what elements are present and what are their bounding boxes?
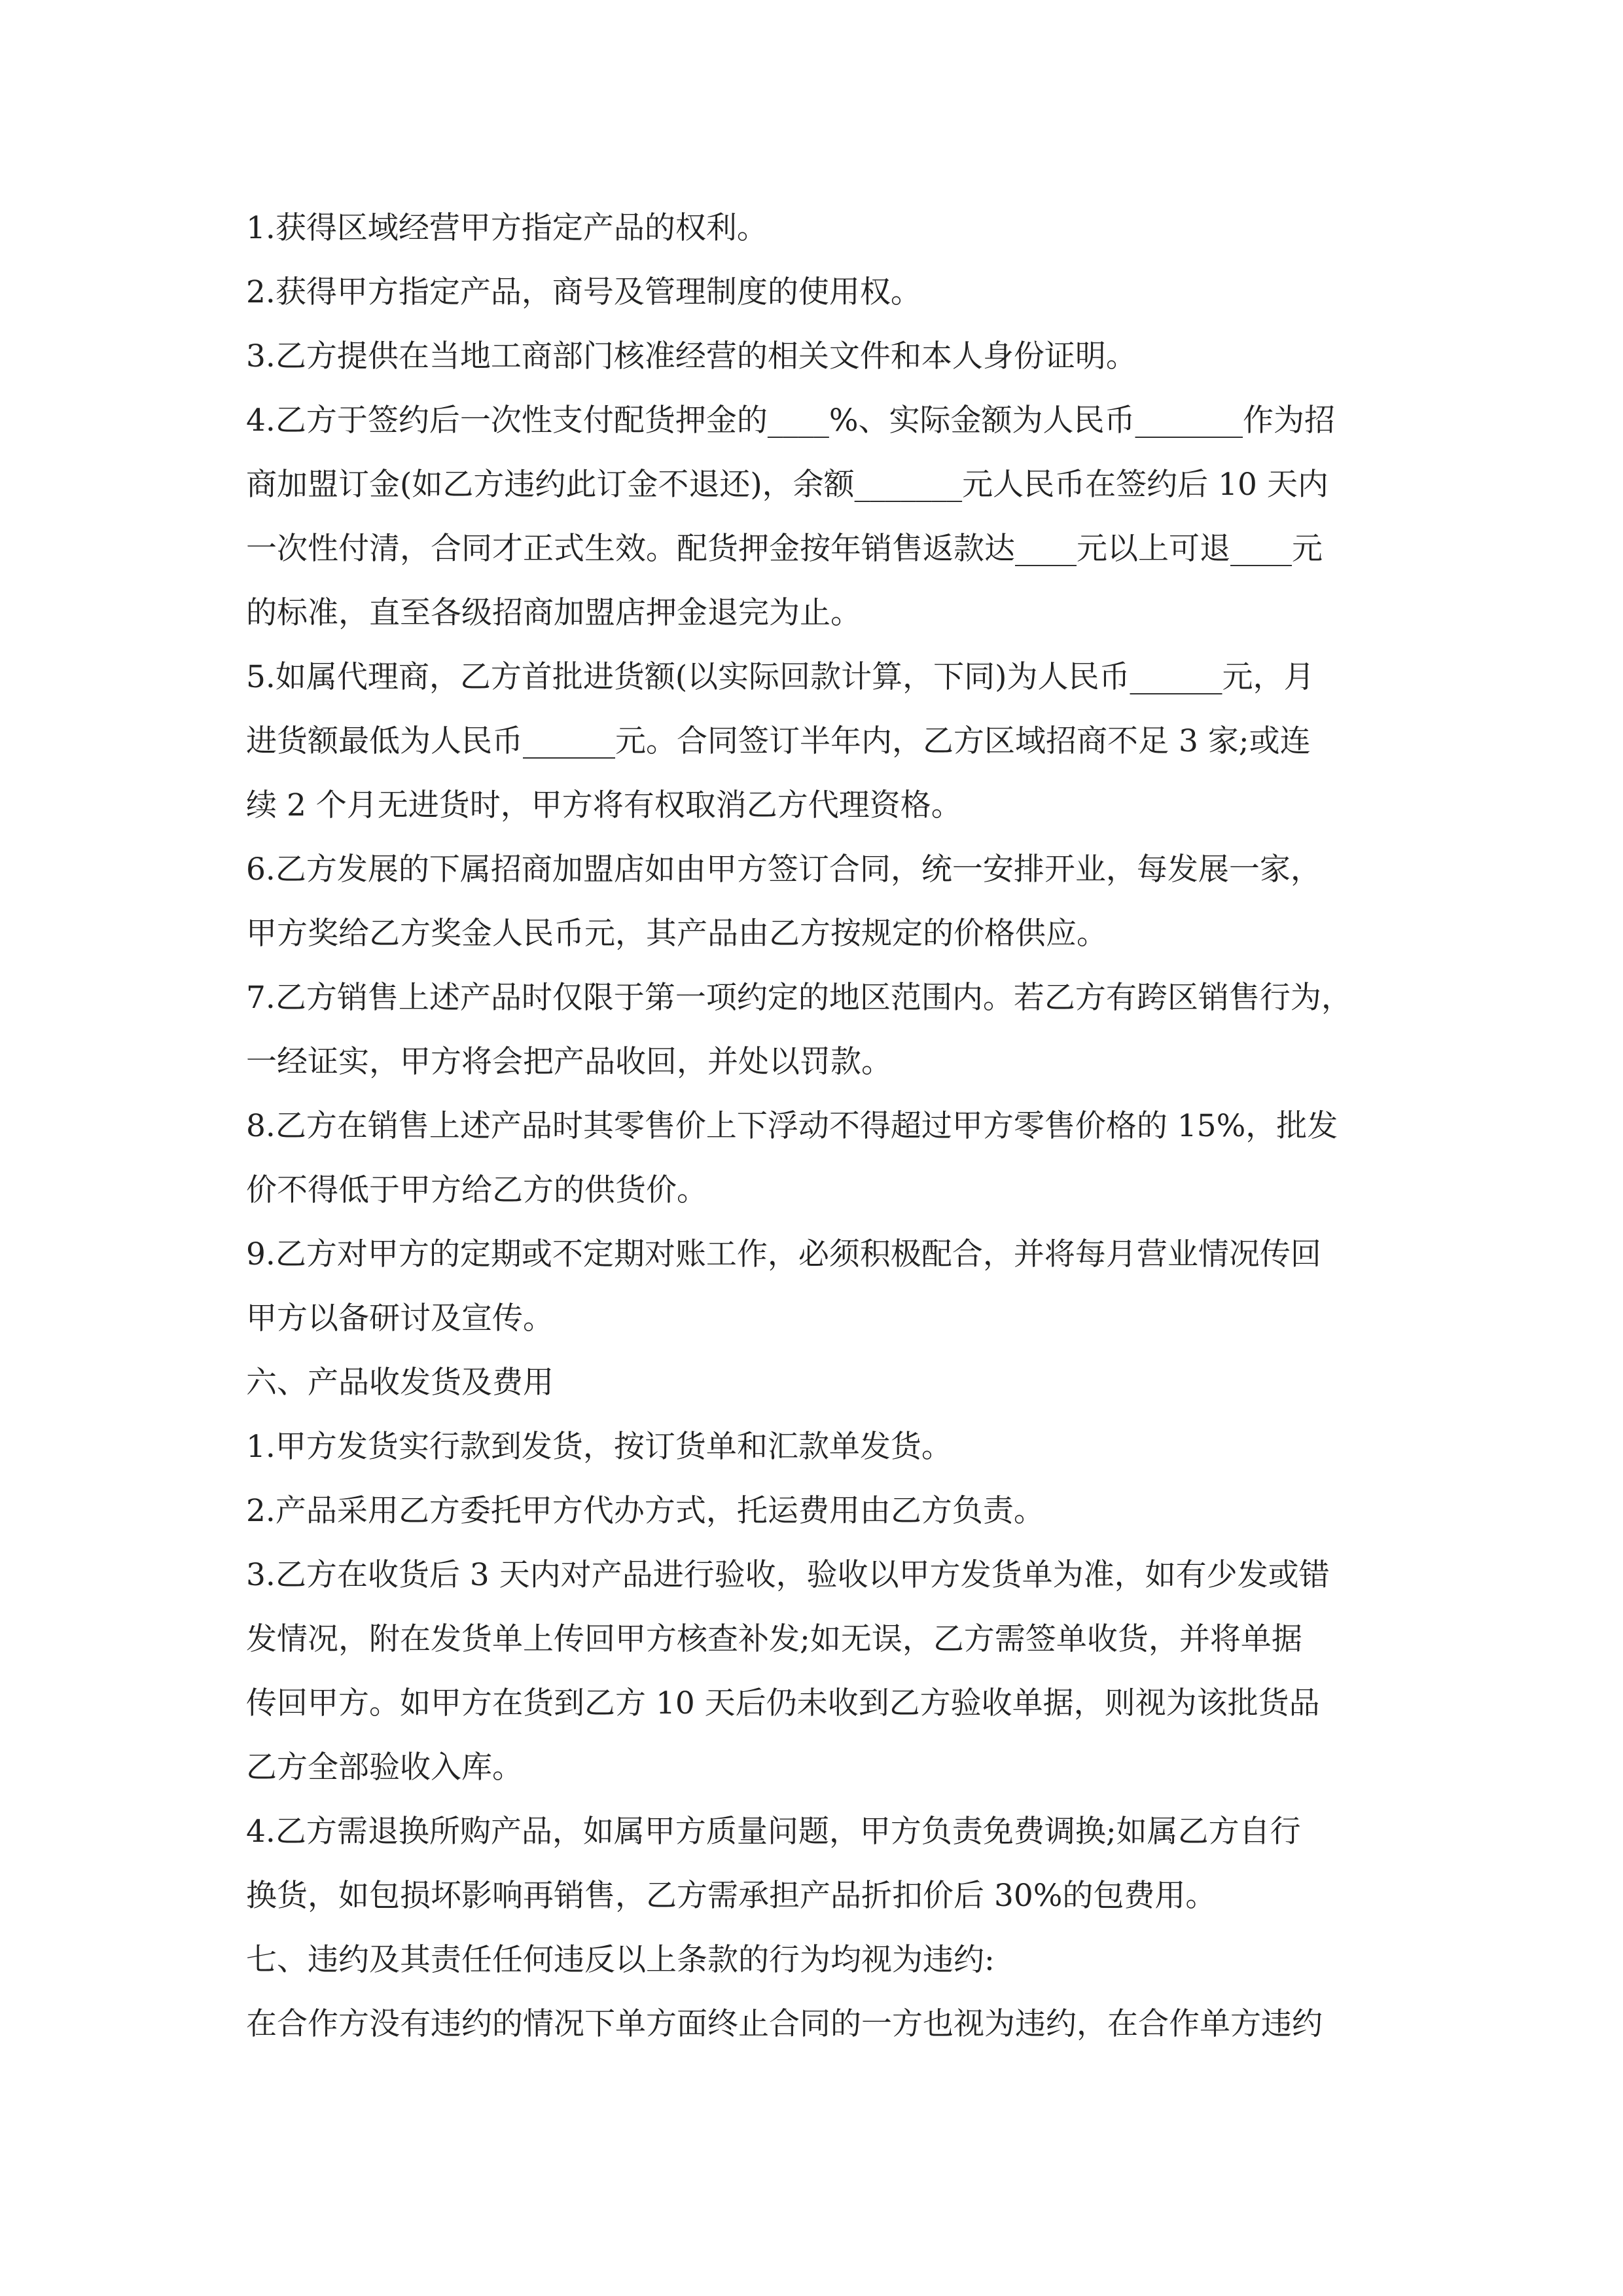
text-line-2: 2.获得甲方指定产品，商号及管理制度的使用权。 [246,274,921,310]
text-line-23: 发情况，附在发货单上传回甲方核查补发;如无误，乙方需签单收货，并将单据 [246,1621,1302,1657]
text-line-17: 9.乙方对甲方的定期或不定期对账工作，必须积极配合，并将每月营业情况传回 [246,1236,1321,1272]
text-line-21: 2.产品采用乙方委托甲方代办方式，托运费用由乙方负责。 [246,1493,1044,1529]
document-page [246,196,1385,2056]
text-line-14: 一经证实，甲方将会把产品收回，并处以罚款。 [246,1044,892,1080]
text-line-22: 3.乙方在收货后 3 天内对产品进行验收，验收以甲方发货单为准，如有少发或错 [246,1557,1330,1593]
text-line-5: 商加盟订金(如乙方违约此订金不退还)，余额_______元人民币在签约后 10 天内 [246,467,1329,503]
section-heading-6: 六、产品收发货及费用 [246,1365,554,1401]
text-line-8: 5.如属代理商，乙方首批进货额(以实际回款计算，下同)为人民币______元，月 [246,659,1315,695]
text-line-20: 1.甲方发货实行款到发货，按订货单和汇款单发货。 [246,1429,952,1465]
text-line-3: 3.乙方提供在当地工商部门核准经营的相关文件和本人身份证明。 [246,338,1137,374]
section-heading-7: 七、违约及其责任任何违反以上条款的行为均视为违约: [246,1942,995,1978]
text-line-7: 的标准，直至各级招商加盟店押金退完为止。 [246,595,861,631]
text-line-15: 8.乙方在销售上述产品时其零售价上下浮动不得超过甲方零售价格的 15%，批发 [246,1108,1338,1144]
text-line-9: 进货额最低为人民币______元。合同签订半年内，乙方区域招商不足 3 家;或连 [246,723,1311,759]
text-line-1: 1.获得区域经营甲方指定产品的权利。 [246,210,768,246]
text-line-16: 价不得低于甲方给乙方的供货价。 [246,1172,707,1208]
text-line-13: 7.乙方销售上述产品时仅限于第一项约定的地区范围内。若乙方有跨区销售行为， [246,980,1352,1016]
text-line-4: 4.乙方于签约后一次性支付配货押金的____%、实际金额为人民币_______作为招 [246,403,1336,439]
text-line-10: 续 2 个月无进货时，甲方将有权取消乙方代理资格。 [246,787,962,823]
text-line-11: 6.乙方发展的下属招商加盟店如由甲方签订合同，统一安排开业，每发展一家， [246,852,1321,888]
text-line-26: 4.乙方需退换所购产品，如属甲方质量问题，甲方负责免费调换;如属乙方自行 [246,1814,1301,1850]
text-line-29: 在合作方没有违约的情况下单方面终止合同的一方也视为违约，在合作单方违约 [246,2006,1323,2042]
text-line-24: 传回甲方。如甲方在货到乙方 10 天后仍未收到乙方验收单据，则视为该批货品 [246,1685,1320,1721]
text-line-27: 换货，如包损坏影响再销售，乙方需承担产品折扣价后 30%的包费用。 [246,1878,1217,1914]
text-line-18: 甲方以备研讨及宣传。 [246,1300,554,1336]
text-line-12: 甲方奖给乙方奖金人民币元，其产品由乙方按规定的价格供应。 [246,916,1107,952]
text-line-25: 乙方全部验收入库。 [246,1749,523,1785]
text-line-6: 一次性付清，合同才正式生效。配货押金按年销售返款达____元以上可退____元 [246,531,1323,567]
